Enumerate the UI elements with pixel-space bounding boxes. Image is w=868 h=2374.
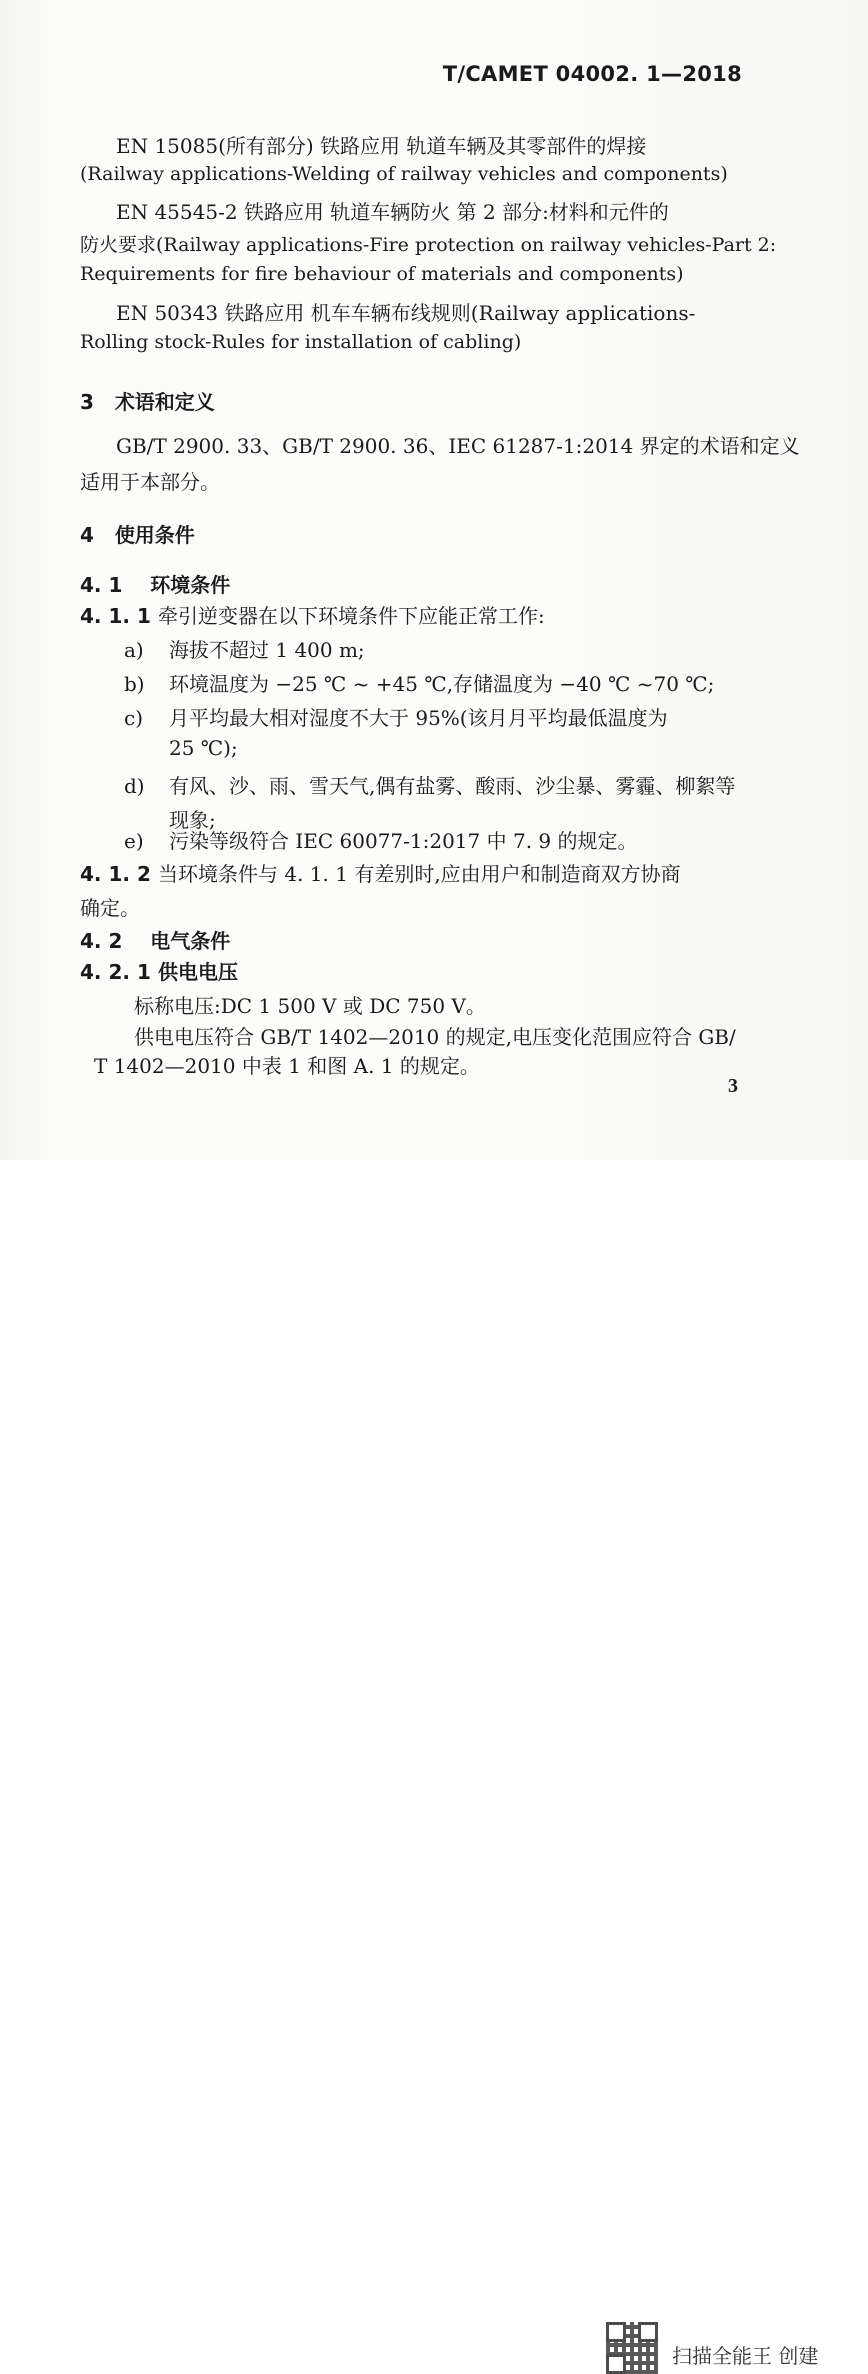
list-item-c-mark: c)	[124, 706, 144, 730]
section-4-2-1-number: 4. 2. 1	[80, 960, 151, 984]
nominal-voltage-paragraph: 标称电压:DC 1 500 V 或 DC 750 V。	[134, 994, 486, 1018]
list-item-e-mark: e)	[124, 829, 144, 853]
page-number: 3	[728, 1075, 738, 1097]
list-item-b-text: 环境温度为 −25 ℃ ~ +45 ℃,存储温度为 −40 ℃ ~70 ℃;	[169, 672, 715, 696]
scanner-brand-label: 扫描全能王 创建	[672, 2344, 819, 2368]
section-4-2-1-heading	[80, 956, 238, 985]
reference-en50343-line1: EN 50343 铁路应用 机车车辆布线规则(Railway applications-	[116, 301, 696, 325]
section-4-1-2-text: 当环境条件与 4. 1. 1 有差别时,应由用户和制造商双方协商	[158, 862, 681, 886]
list-item-c-text: 月平均最大相对湿度不大于 95%(该月月平均最低温度为	[169, 706, 668, 730]
list-item-b-mark: b)	[124, 672, 145, 696]
qr-code-icon	[606, 2322, 658, 2374]
section-4-2-number: 4. 2	[80, 929, 123, 953]
reference-en15085-line2: (Railway applications-Welding of railway vehicles and components)	[80, 163, 728, 185]
section-4-heading	[80, 519, 195, 548]
section-3-body-line2: 适用于本部分。	[80, 470, 220, 494]
list-item-e	[124, 825, 638, 854]
section-3-title: 术语和定义	[114, 390, 215, 414]
section-4-1-heading	[80, 569, 230, 598]
reference-en50343-line2: Rolling stock-Rules for installation of cabling)	[80, 331, 522, 353]
section-4-title: 使用条件	[114, 523, 195, 547]
list-item-a	[124, 634, 365, 663]
section-3-body-line1: GB/T 2900. 33、GB/T 2900. 36、IEC 61287-1:2014 界定的术语和定义	[116, 434, 800, 458]
section-4-2-1-title: 供电电压	[158, 960, 238, 984]
section-4-1-2-number: 4. 1. 2	[80, 862, 151, 886]
document-page	[0, 0, 868, 1160]
list-item-a-mark: a)	[124, 638, 144, 662]
list-item-d-mark: d)	[124, 774, 145, 798]
section-3-number: 3	[80, 390, 94, 414]
list-item-d-text: 有风、沙、雨、雪天气,偶有盐雾、酸雨、沙尘暴、雾霾、柳絮等	[169, 774, 736, 798]
section-4-number: 4	[80, 523, 94, 547]
section-4-1-1	[80, 600, 545, 629]
list-item-d-continuation: 现象;	[169, 808, 216, 832]
section-4-1-1-number: 4. 1. 1	[80, 604, 151, 628]
section-4-2-heading	[80, 925, 230, 954]
section-4-1-number: 4. 1	[80, 573, 123, 597]
section-4-1-1-text: 牵引逆变器在以下环境条件下应能正常工作:	[158, 604, 545, 628]
section-4-1-2-continuation: 确定。	[80, 896, 140, 920]
list-item-c	[124, 702, 668, 731]
reference-en15085-line1: EN 15085(所有部分) 铁路应用 轨道车辆及其零部件的焊接	[116, 134, 647, 158]
reference-en45545-line1: EN 45545-2 铁路应用 轨道车辆防火 第 2 部分:材料和元件的	[116, 200, 669, 224]
section-4-1-title: 环境条件	[150, 573, 231, 597]
section-4-2-title: 电气条件	[150, 929, 231, 953]
section-3-heading	[80, 386, 215, 415]
section-4-1-2	[80, 858, 681, 887]
supply-voltage-paragraph-line2: T 1402—2010 中表 1 和图 A. 1 的规定。	[94, 1054, 480, 1078]
scanner-footer	[0, 1160, 868, 2368]
list-item-a-text: 海拔不超过 1 400 m;	[169, 638, 365, 662]
reference-en45545-line2: 防火要求(Railway applications-Fire protection on railway vehicles-Part 2:	[80, 234, 777, 256]
list-item-e-text: 污染等级符合 IEC 60077-1:2017 中 7. 9 的规定。	[169, 829, 638, 853]
standard-code: T/CAMET 04002. 1—2018	[442, 62, 742, 86]
list-item-c-continuation: 25 ℃);	[169, 736, 238, 760]
list-item-d	[124, 770, 735, 799]
list-item-b	[124, 668, 714, 697]
supply-voltage-paragraph-line1: 供电电压符合 GB/T 1402—2010 的规定,电压变化范围应符合 GB/	[134, 1025, 736, 1049]
reference-en45545-line3: Requirements for fire behaviour of materials and components)	[80, 263, 684, 285]
